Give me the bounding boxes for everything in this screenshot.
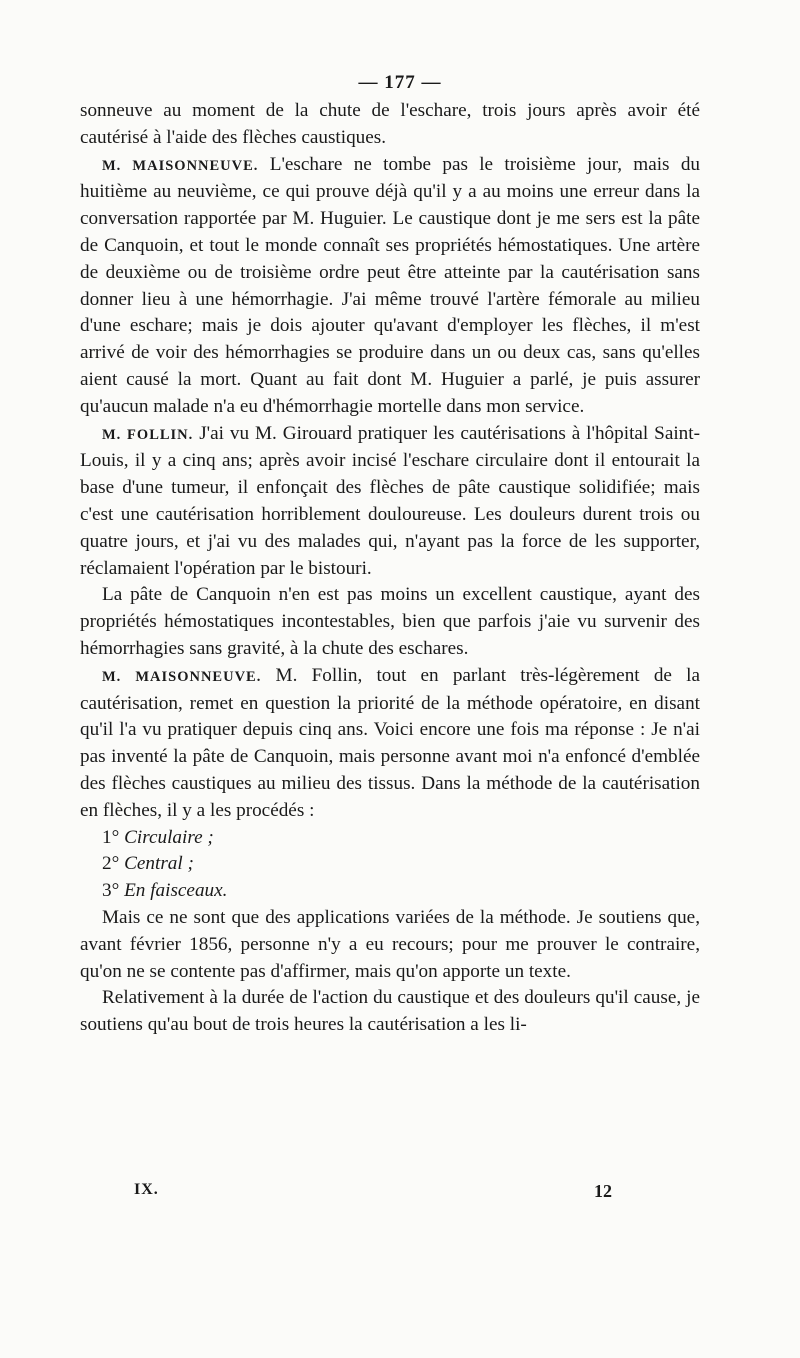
- paragraph-text: L'eschare ne tombe pas le troisième jour, mais du huitième au neuvième, ce qui prouve déjà qu'il y a au moins une erreur dans la conversation rapportée par M. Huguier. Le caustique dont je me sers est la pâte de Canquoin, et tout le monde connaît ses propriétés hémostatiques. Une artère de deuxième ou de troisième ordre peut être atteinte par la cautérisation sans donner lieu à une hémorrhagie. J'ai même trouvé l'artère fémorale au milieu d'une eschare; mais je dois ajouter qu'avant d'employer les flèches, il m'est arrivé de voir des hémorrhagies se produire dans un ou deux cas, sans qu'elles aient causé la mort. Quant au fait dont M. Huguier a parlé, je puis assurer qu'aucun malade n'a eu d'hémorrhagie mortelle dans mon service.: [80, 153, 701, 417]
- speaker-name: M. MAISONNEUVE.: [102, 668, 262, 685]
- paragraph-closing-1: [80, 905, 700, 985]
- list-number: 1°: [102, 826, 120, 848]
- list-item: [80, 825, 700, 852]
- list-number: 3°: [102, 880, 120, 902]
- paragraph-canquoin: [80, 582, 700, 662]
- paragraph-maisonneuve-1: [80, 152, 700, 421]
- paragraph-text: Mais ce ne sont que des applications variées de la méthode. Je soutiens que, avant février 1856, personne n'y a eu recours; pour me prouver le contraire, qu'on ne se contente pas d'affirmer, mais qu'on apporte un texte.: [80, 906, 700, 982]
- paragraph-follin: [80, 421, 700, 583]
- signature-mark: IX.: [134, 1181, 159, 1198]
- page-footer: [80, 1181, 700, 1207]
- folio-number: 12: [594, 1181, 612, 1201]
- document-page: [80, 68, 700, 1039]
- list-item: [80, 851, 700, 878]
- paragraph-closing-2: [80, 985, 700, 1039]
- speaker-name: M. MAISONNEUVE.: [102, 157, 259, 174]
- paragraph-continuation: [80, 98, 700, 152]
- speaker-name: M. FOLLIN.: [102, 426, 194, 443]
- paragraph-text: La pâte de Canquoin n'en est pas moins un excellent caustique, ayant des propriétés hémostatiques incontestables, bien que parfois j'aie vu survenir des hémorrhagies sans gravité, à la chute des eschares.: [80, 584, 700, 659]
- paragraph-text: M. Follin, tout en parlant très-légèrement de la cautérisation, remet en question la priorité de la méthode opératoire, en disant qu'il l'a vu pratiquer depuis cinq ans. Voici encore une fois ma réponse : Je n'ai pas inventé la pâte de Canquoin, mais personne avant moi n'a enfoncé d'emblée des flèches caustiques au milieu des tissus. Dans la méthode de la cautérisation en flèches, il y a les procédés :: [80, 664, 700, 821]
- list-label: En faisceaux.: [124, 880, 228, 902]
- list-label: Circulaire ;: [124, 826, 214, 848]
- list-number: 2°: [102, 853, 120, 875]
- list-label: Central ;: [124, 853, 194, 875]
- paragraph-text: Relativement à la durée de l'action du caustique et des douleurs qu'il cause, je soutiens qu'au bout de trois heures la cautérisation a les li-: [80, 987, 700, 1036]
- list-item: [80, 878, 700, 905]
- paragraph-maisonneuve-2: [80, 663, 700, 825]
- page-number: — 177 —: [358, 72, 442, 93]
- paragraph-text: sonneuve au moment de la chute de l'eschare, trois jours après avoir été cautérisé à l'aide des flèches caustiques.: [80, 100, 700, 148]
- paragraph-text: J'ai vu M. Girouard pratiquer les cautérisations à l'hôpital Saint-Louis, il y a cinq ans; après avoir incisé l'eschare circulaire dont il entourait la base d'une tumeur, il enfonçait des flèches de pâte caustique solidifiée; mais c'est une cautérisation horriblement douloureuse. Les douleurs durent trois ou quatre jours, et j'ai vu des malades qui, n'ayant pas la force de les supporter, réclamaient l'opération par le bistouri.: [80, 422, 700, 579]
